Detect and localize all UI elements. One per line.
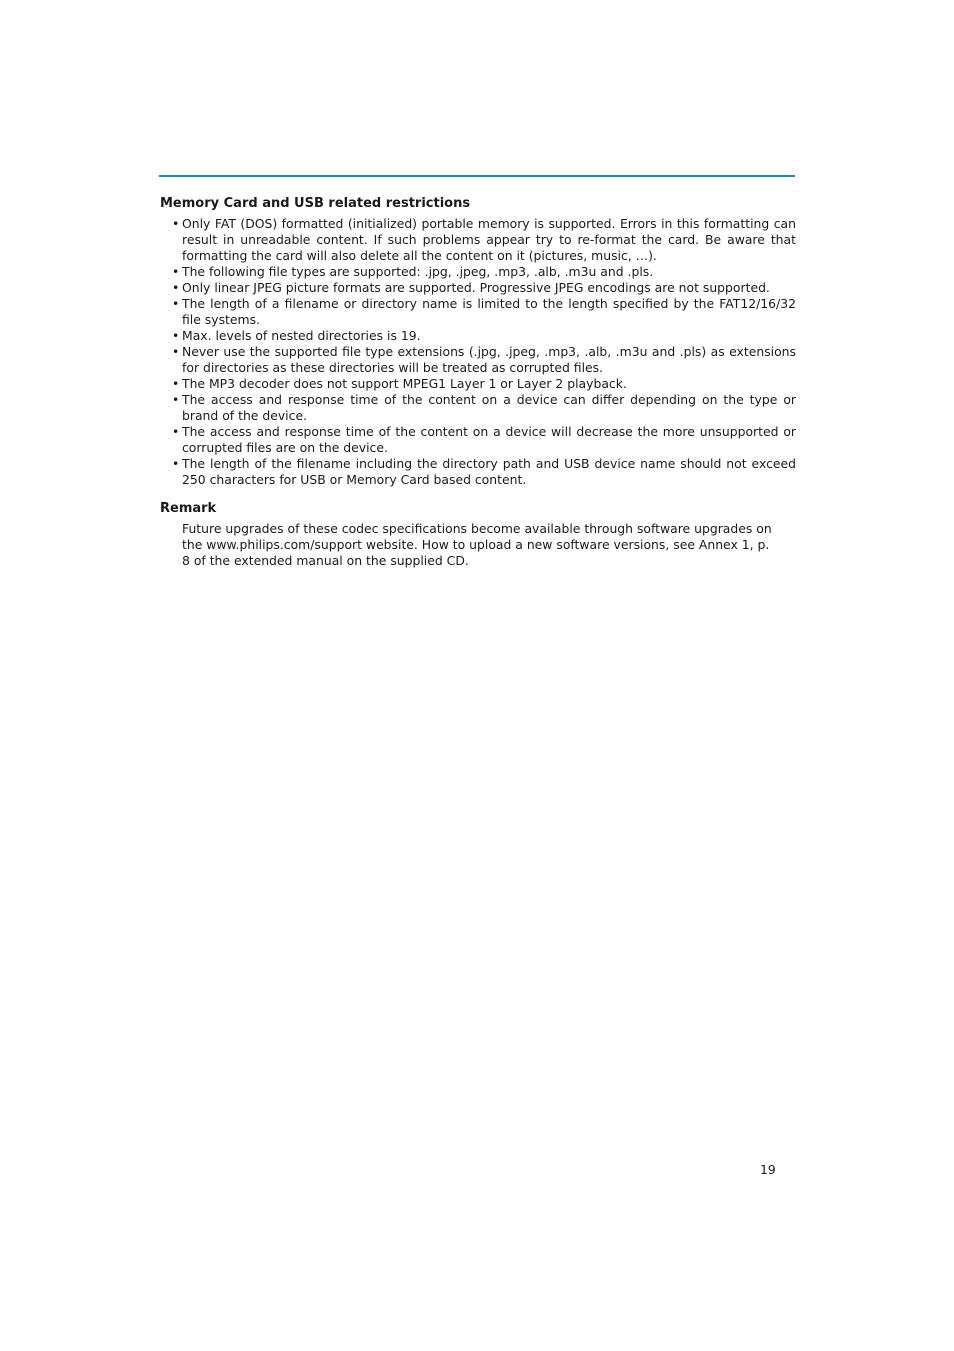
- list-item-text: The access and response time of the content on a device can differ depending on the type or brand of the device.: [182, 392, 796, 423]
- section-heading: Memory Card and USB related restrictions: [160, 196, 471, 211]
- bullet-icon: •: [172, 424, 180, 439]
- list-item-text: Never use the supported file type extensions (.jpg, .jpeg, .mp3, .alb, .m3u and .pls) as extensions for directories as these directories will be treated as corrupted files.: [182, 344, 796, 375]
- list-item: [160, 280, 796, 296]
- bullet-icon: •: [172, 328, 180, 343]
- list-item-text: The length of a filename or directory name is limited to the length specified by the FAT12/16/32 file systems.: [182, 296, 796, 327]
- list-item-text: Only FAT (DOS) formatted (initialized) portable memory is supported. Errors in this formatting can result in unreadable content. If such problems appear try to re-format the card. Be aware that formatting the card will also delete all the content on it (pictures, music, …).: [182, 216, 796, 263]
- remark-heading: Remark: [160, 501, 217, 516]
- bullet-icon: •: [172, 264, 180, 279]
- list-item: [160, 392, 796, 424]
- bullet-icon: •: [172, 280, 180, 295]
- list-item-text: The access and response time of the content on a device will decrease the more unsupported or corrupted files are on the device.: [182, 424, 796, 455]
- list-item: [160, 456, 796, 488]
- bullet-icon: •: [172, 344, 180, 359]
- bullet-icon: •: [172, 376, 180, 391]
- bullet-icon: •: [172, 392, 180, 407]
- list-item: [160, 344, 796, 376]
- header-rule: [159, 175, 795, 177]
- list-item-text: Only linear JPEG picture formats are supported. Progressive JPEG encodings are not supported.: [182, 280, 770, 295]
- list-item-text: The length of the filename including the directory path and USB device name should not exceed 250 characters for USB or Memory Card based content.: [182, 456, 796, 487]
- list-item: [160, 328, 796, 344]
- bullet-icon: •: [172, 296, 180, 311]
- bullet-icon: •: [172, 216, 180, 231]
- list-item-text: The MP3 decoder does not support MPEG1 Layer 1 or Layer 2 playback.: [182, 376, 627, 391]
- page-content: [160, 195, 796, 569]
- page-number: 19: [760, 1162, 776, 1177]
- list-item-text: Max. levels of nested directories is 19.: [182, 328, 421, 343]
- bullet-icon: •: [172, 456, 180, 471]
- restrictions-list: [160, 216, 796, 488]
- list-item: [160, 264, 796, 280]
- list-item: [160, 216, 796, 264]
- list-item: [160, 424, 796, 456]
- list-item: [160, 296, 796, 328]
- remark-text: Future upgrades of these codec specifications become available through software upgrades on the www.philips.com/support website. How to upload a new software versions, see Annex 1, p. 8 of the extended manual on the supplied CD.: [182, 521, 772, 568]
- list-item-text: The following file types are supported: .jpg, .jpeg, .mp3, .alb, .m3u and .pls.: [182, 264, 654, 279]
- list-item: [160, 376, 796, 392]
